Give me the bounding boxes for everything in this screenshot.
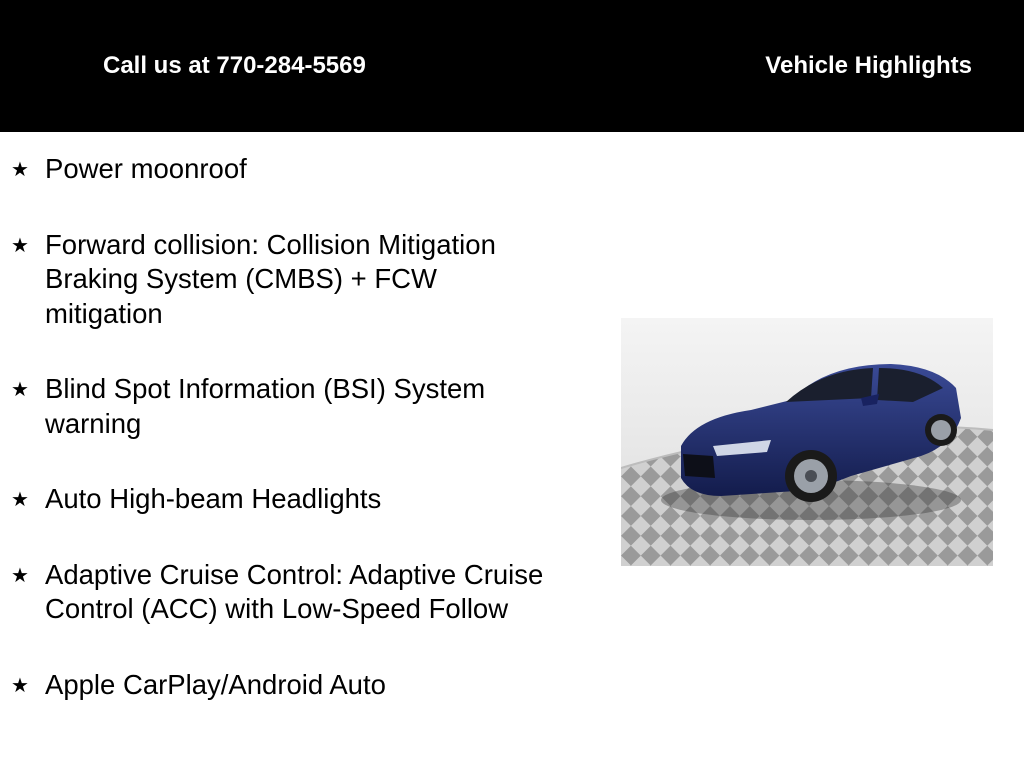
page-title: Vehicle Highlights — [765, 52, 972, 79]
header-bar — [0, 0, 1024, 132]
list-item — [0, 372, 555, 441]
feature-text: Adaptive Cruise Control: Adaptive Cruise Control (ACC) with Low-Speed Follow — [45, 558, 544, 624]
star-icon: ★ — [11, 672, 29, 697]
star-icon: ★ — [11, 232, 29, 257]
feature-text: Power moonroof — [45, 153, 247, 184]
list-item — [0, 228, 555, 332]
feature-text: Forward collision: Collision Mitigation Braking System (CMBS) + FCW mitigation — [45, 228, 496, 329]
car-photo[interactable] — [621, 318, 993, 566]
star-icon: ★ — [11, 377, 29, 401]
star-icon: ★ — [11, 157, 29, 181]
vehicle-highlights-list — [0, 152, 580, 743]
star-icon: ★ — [11, 487, 29, 511]
feature-text: Apple CarPlay/Android Auto — [45, 668, 386, 700]
list-item — [0, 668, 555, 703]
list-item — [0, 482, 555, 517]
feature-text: Blind Spot Information (BSI) System warning — [45, 373, 486, 439]
list-item — [0, 558, 555, 627]
feature-text: Auto High-beam Headlights — [45, 483, 382, 514]
call-us-phone-link[interactable]: Call us at 770-284-5569 — [103, 52, 366, 79]
star-icon: ★ — [11, 562, 29, 587]
list-item — [0, 152, 555, 187]
